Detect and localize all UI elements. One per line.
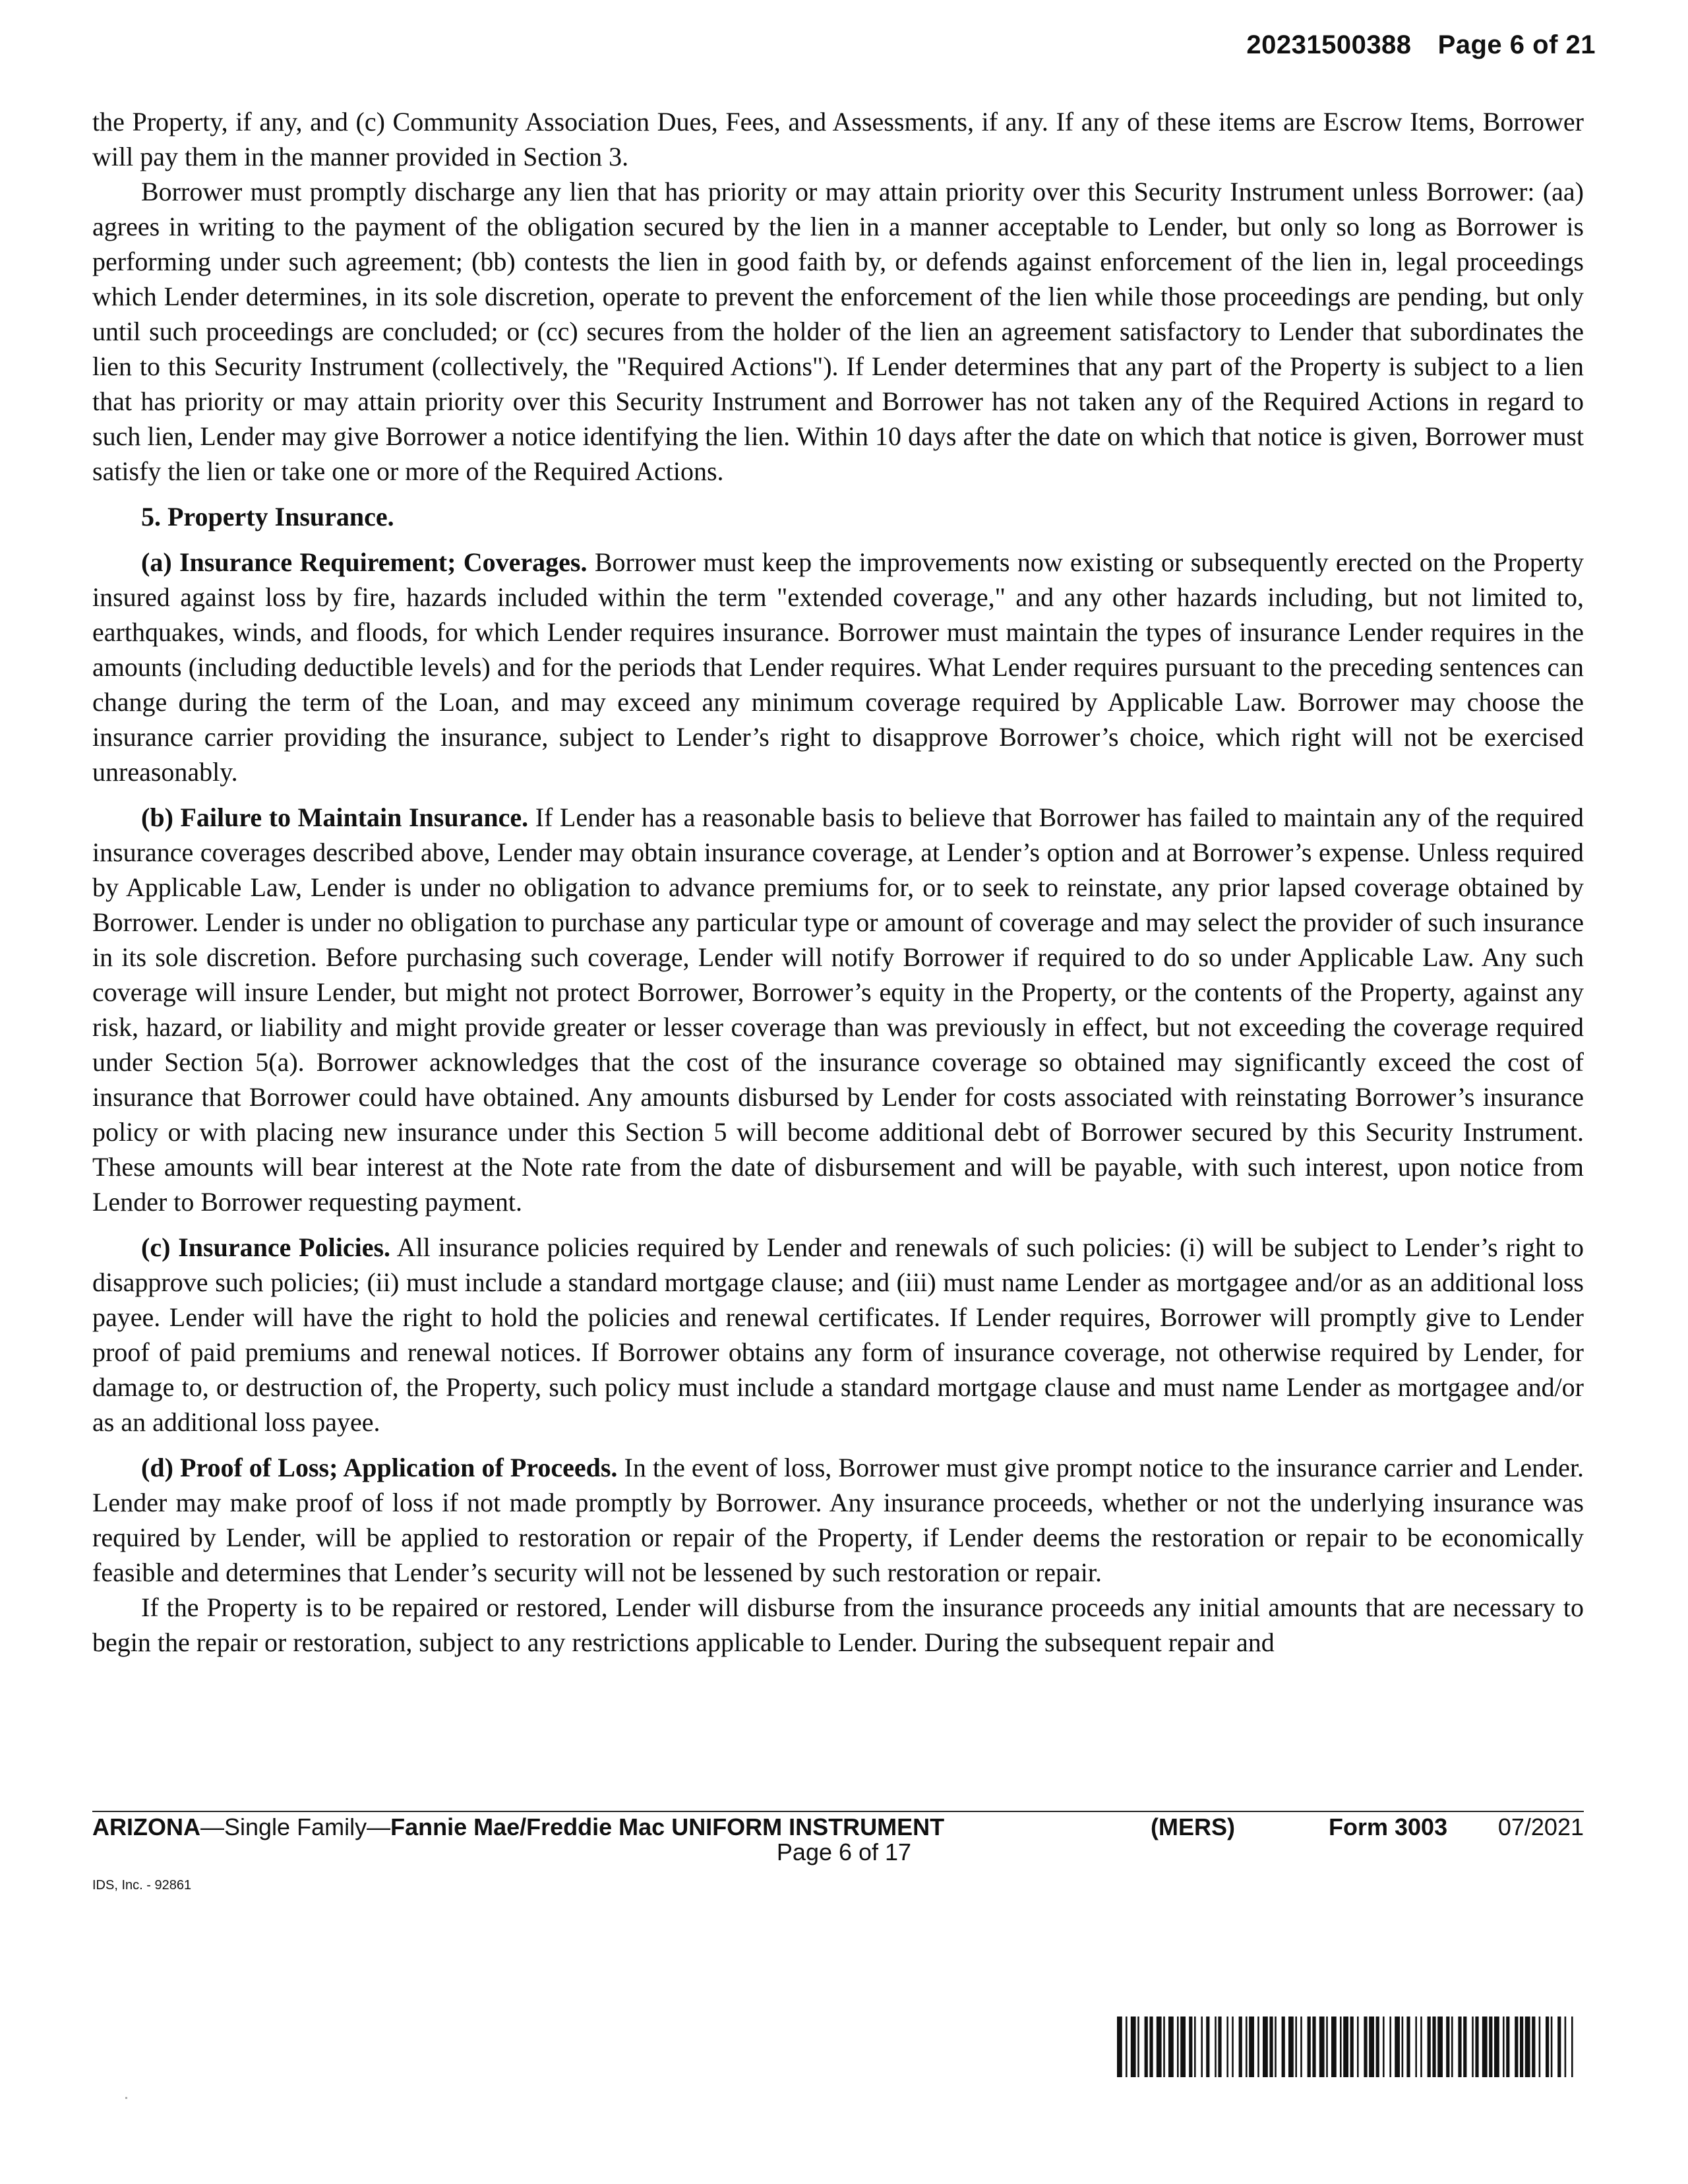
barcode-bar bbox=[1257, 2017, 1259, 2077]
barcode-bar bbox=[1565, 2017, 1567, 2077]
barcode-bar bbox=[1215, 2017, 1217, 2077]
barcode-bar bbox=[1402, 2017, 1404, 2077]
barcode-bar bbox=[1428, 2017, 1431, 2077]
barcode-bar bbox=[1126, 2017, 1128, 2077]
recording-page-number: Page 6 of 21 bbox=[1437, 30, 1596, 59]
barcode-bar bbox=[1312, 2017, 1315, 2077]
barcode-bar bbox=[1571, 2017, 1573, 2077]
barcode-bar bbox=[1364, 2017, 1367, 2077]
footer-form-number: Form 3003 bbox=[1329, 1813, 1448, 1840]
barcode-bar bbox=[1117, 2017, 1122, 2077]
footer-instrument-name: Fannie Mae/Freddie Mac UNIFORM INSTRUMENT bbox=[390, 1813, 945, 1840]
document-body bbox=[92, 104, 1584, 1660]
barcode-bar bbox=[1532, 2017, 1535, 2077]
barcode-bar bbox=[1177, 2017, 1179, 2077]
barcode-bar bbox=[1506, 2017, 1509, 2077]
recording-header bbox=[1246, 30, 1596, 60]
barcode-bar bbox=[1295, 2017, 1297, 2077]
barcode-bar bbox=[1437, 2017, 1443, 2077]
barcode-bar bbox=[1406, 2017, 1410, 2077]
footer-mers: (MERS) bbox=[1151, 1813, 1235, 1840]
barcode-bar bbox=[1249, 2017, 1254, 2077]
barcode-bar bbox=[1201, 2017, 1203, 2077]
barcode-bar bbox=[1226, 2017, 1228, 2077]
barcode-bar bbox=[1137, 2017, 1139, 2077]
barcode-bar bbox=[1246, 2017, 1248, 2077]
barcode-bar bbox=[1482, 2017, 1488, 2077]
section-5c-heading: (c) Insurance Policies. bbox=[141, 1232, 391, 1262]
footer-divider bbox=[92, 1811, 1584, 1812]
barcode-bar bbox=[1458, 2017, 1461, 2077]
footer-form-date: 07/2021 bbox=[1497, 1813, 1584, 1840]
barcode-bar bbox=[1168, 2017, 1174, 2077]
barcode-bar bbox=[1239, 2017, 1242, 2077]
barcode-bar bbox=[1145, 2017, 1148, 2077]
barcode-bar bbox=[1157, 2017, 1162, 2077]
barcode-bar bbox=[1494, 2017, 1499, 2077]
barcode-bar bbox=[1369, 2017, 1374, 2077]
barcode-bar bbox=[1218, 2017, 1221, 2077]
barcode-bar bbox=[1525, 2017, 1530, 2077]
barcode-bar bbox=[1308, 2017, 1311, 2077]
barcode-bar bbox=[1340, 2017, 1342, 2077]
barcode-bar bbox=[1472, 2017, 1474, 2077]
barcode-bar bbox=[1357, 2017, 1359, 2077]
barcode-bar bbox=[1475, 2017, 1478, 2077]
barcode-bar bbox=[1326, 2017, 1328, 2077]
scan-speck bbox=[125, 2097, 127, 2099]
barcode-bar bbox=[1389, 2017, 1391, 2077]
section-5-heading bbox=[92, 499, 1584, 534]
barcode-bar bbox=[1376, 2017, 1379, 2077]
barcode-bar bbox=[1343, 2017, 1348, 2077]
footer-state: ARIZONA bbox=[92, 1813, 200, 1840]
section-5b bbox=[92, 800, 1584, 1219]
barcode-bar bbox=[1451, 2017, 1453, 2077]
barcode-bar bbox=[1194, 2017, 1196, 2077]
barcode-bar bbox=[1446, 2017, 1449, 2077]
section-5-title: 5. Property Insurance. bbox=[141, 502, 394, 531]
barcode-bar bbox=[1551, 2017, 1553, 2077]
section-5c-text: All insurance policies required by Lender and renewals of such policies: (i) will be subject to Lender’s right to disapprove such policies; (ii) must include a standard mortgage clause; and (iii) must name Lender as mortgagee and/or as an additional loss payee. Lender will have the right to hold the policies and renewal certificates. If Lender requires, Borrower will promptly give to Lender proof of paid premiums and renewal notices. If Borrower obtains any form of insurance coverage, not otherwise required by Lender, for damage to, or destruction of, the Property, such policy must include a standard mortgage clause and must name Lender as mortgagee and/or as an additional loss payee. bbox=[92, 1232, 1584, 1437]
barcode-bar bbox=[1282, 2017, 1285, 2077]
barcode-bar bbox=[1520, 2017, 1523, 2077]
footer-vendor-id: IDS, Inc. - 92861 bbox=[92, 1878, 192, 1893]
barcode-bar bbox=[1263, 2017, 1268, 2077]
barcode-bar bbox=[1319, 2017, 1325, 2077]
barcode-bar bbox=[1300, 2017, 1302, 2077]
paragraph-lien-discharge: Borrower must promptly discharge any lien that has priority or may attain priority over this Security Instrument unless Borrower: (aa) agrees in writing to the payment of the obligation secured by the lien in a manner acceptable to Lender, but only so long as Borrower is performing under such agreement; (bb) contests the lien in good faith by, or defends against enforcement of the lien in, legal proceedings which Lender determines, in its sole discretion, operate to prevent the enforcement of the lien while those proceedings are pending, but only until such proceedings are concluded; or (cc) secures from the holder of the lien an agreement satisfactory to Lender that subordinates the lien to this Security Instrument (collectively, the "Required Actions"). If Lender determines that any part of the Property is subject to a lien that has priority or may attain priority over this Security Instrument and Borrower has not taken any of the Required Actions in regard to such lien, Lender may give Borrower a notice identifying the lien. Within 10 days after the date on which that notice is given, Borrower must satisfy the lien or take one or more of the Required Actions. bbox=[92, 177, 1584, 486]
barcode-image bbox=[1117, 2017, 1586, 2077]
section-5d-text: In the event of loss, Borrower must give prompt notice to the insurance carrier and Lender. Lender may make proof of loss if not made promptly by Borrower. Any insurance proceeds, whether or not the underlying insurance was required by Lender, will be applied to restoration or repair of the Property, if Lender deems the restoration or repair to be economically feasible and determines that Lender’s security will not be lessened by such restoration or repair. bbox=[92, 1453, 1584, 1587]
section-5b-text: If Lender has a reasonable basis to believe that Borrower has failed to maintain any of the required insurance coverages described above, Lender may obtain insurance coverage, at Lender’s option and at Borrower’s expense. Unless required by Applicable Law, Lender is under no obligation to advance premiums for, or to seek to reinstate, any prior lapsed coverage obtained by Borrower. Lender is under no obligation to purchase any particular type or amount of coverage and may select the provider of such insurance in its sole discretion. Before purchasing such coverage, Lender will notify Borrower if required to do so under Applicable Law. Any such coverage will insure Lender, but might not protect Borrower, Borrower’s equity in the Property, or the contents of the Property, against any risk, hazard, or liability and might provide greater or lesser coverage than was previously in effect, but not exceeding the coverage required under Section 5(a). Borrower acknowledges that the cost of the insurance coverage so obtained may significantly exceed the cost of insurance that Borrower could have obtained. Any amounts disbursed by Lender for costs associated with reinstating Borrower’s insurance policy or with placing new insurance under this Section 5 will become additional debt of Borrower secured by this Security Instrument. These amounts will bear interest at the Note rate from the date of disbursement and will be payable, with such interest, upon notice from Lender to Borrower requesting payment. bbox=[92, 803, 1584, 1217]
barcode-bar bbox=[1350, 2017, 1354, 2077]
barcode-bar bbox=[1546, 2017, 1549, 2077]
footer-page-number: Page 6 of 17 bbox=[776, 1838, 912, 1866]
barcode-bar bbox=[1539, 2017, 1541, 2077]
document-number: 20231500388 bbox=[1246, 30, 1412, 59]
section-5d bbox=[92, 1450, 1584, 1590]
barcode-bar bbox=[1180, 2017, 1186, 2077]
barcode-bar bbox=[1275, 2017, 1277, 2077]
barcode-bar bbox=[1432, 2017, 1435, 2077]
barcode-bar bbox=[1131, 2017, 1136, 2077]
section-5a-heading: (a) Insurance Requirement; Coverages. bbox=[141, 547, 588, 577]
barcode-bar bbox=[1149, 2017, 1153, 2077]
section-5a-text: Borrower must keep the improvements now existing or subsequently erected on the Property insured against loss by fire, hazards included within the term "extended coverage," and any other hazards including, but not limited to, earthquakes, winds, and floods, for which Lender requires insurance. Borrower must maintain the types of insurance Lender requires in the amounts (including deductible levels) and for the periods that Lender requires. What Lender requires pursuant to the preceding sentences can change during the term of the Loan, and may exceed any minimum coverage required by Applicable Law. Borrower may choose the insurance carrier providing the insurance, subject to Lender’s right to disapprove Borrower’s choice, which right will not be exercised unreasonably. bbox=[92, 547, 1584, 787]
section-5c bbox=[92, 1230, 1584, 1440]
section-5d-heading: (d) Proof of Loss; Application of Proceeds. bbox=[141, 1453, 618, 1482]
barcode-bar bbox=[1395, 2017, 1400, 2077]
barcode-bar bbox=[1420, 2017, 1422, 2077]
barcode-bar bbox=[1331, 2017, 1337, 2077]
barcode-bar bbox=[1515, 2017, 1518, 2077]
barcode-bar bbox=[1489, 2017, 1492, 2077]
footer-property-type: —Single Family— bbox=[200, 1813, 391, 1840]
barcode-bar bbox=[1415, 2017, 1417, 2077]
paragraph-continued: the Property, if any, and (c) Community Association Dues, Fees, and Assessments, if any. If any of these items are Escrow Items, Borrower will pay them in the manner provided in Section 3. bbox=[92, 107, 1584, 171]
barcode-bar bbox=[1463, 2017, 1466, 2077]
barcode-bar bbox=[1383, 2017, 1385, 2077]
barcode-bar bbox=[1163, 2017, 1165, 2077]
barcode-bar bbox=[1269, 2017, 1273, 2077]
barcode-bar bbox=[1206, 2017, 1209, 2077]
barcode-bar bbox=[1189, 2017, 1192, 2077]
section-5a bbox=[92, 545, 1584, 789]
barcode-bar bbox=[1288, 2017, 1294, 2077]
barcode-bar bbox=[1557, 2017, 1561, 2077]
barcode-bar bbox=[1232, 2017, 1234, 2077]
section-5b-heading: (b) Failure to Maintain Insurance. bbox=[141, 803, 529, 832]
section-5d-continued: If the Property is to be repaired or restored, Lender will disburse from the insurance proceeds any initial amounts that are necessary to begin the repair or restoration, subject to any restrictions applicable to Lender. During the subsequent repair and bbox=[92, 1592, 1584, 1657]
barcode-bar bbox=[1503, 2017, 1505, 2077]
